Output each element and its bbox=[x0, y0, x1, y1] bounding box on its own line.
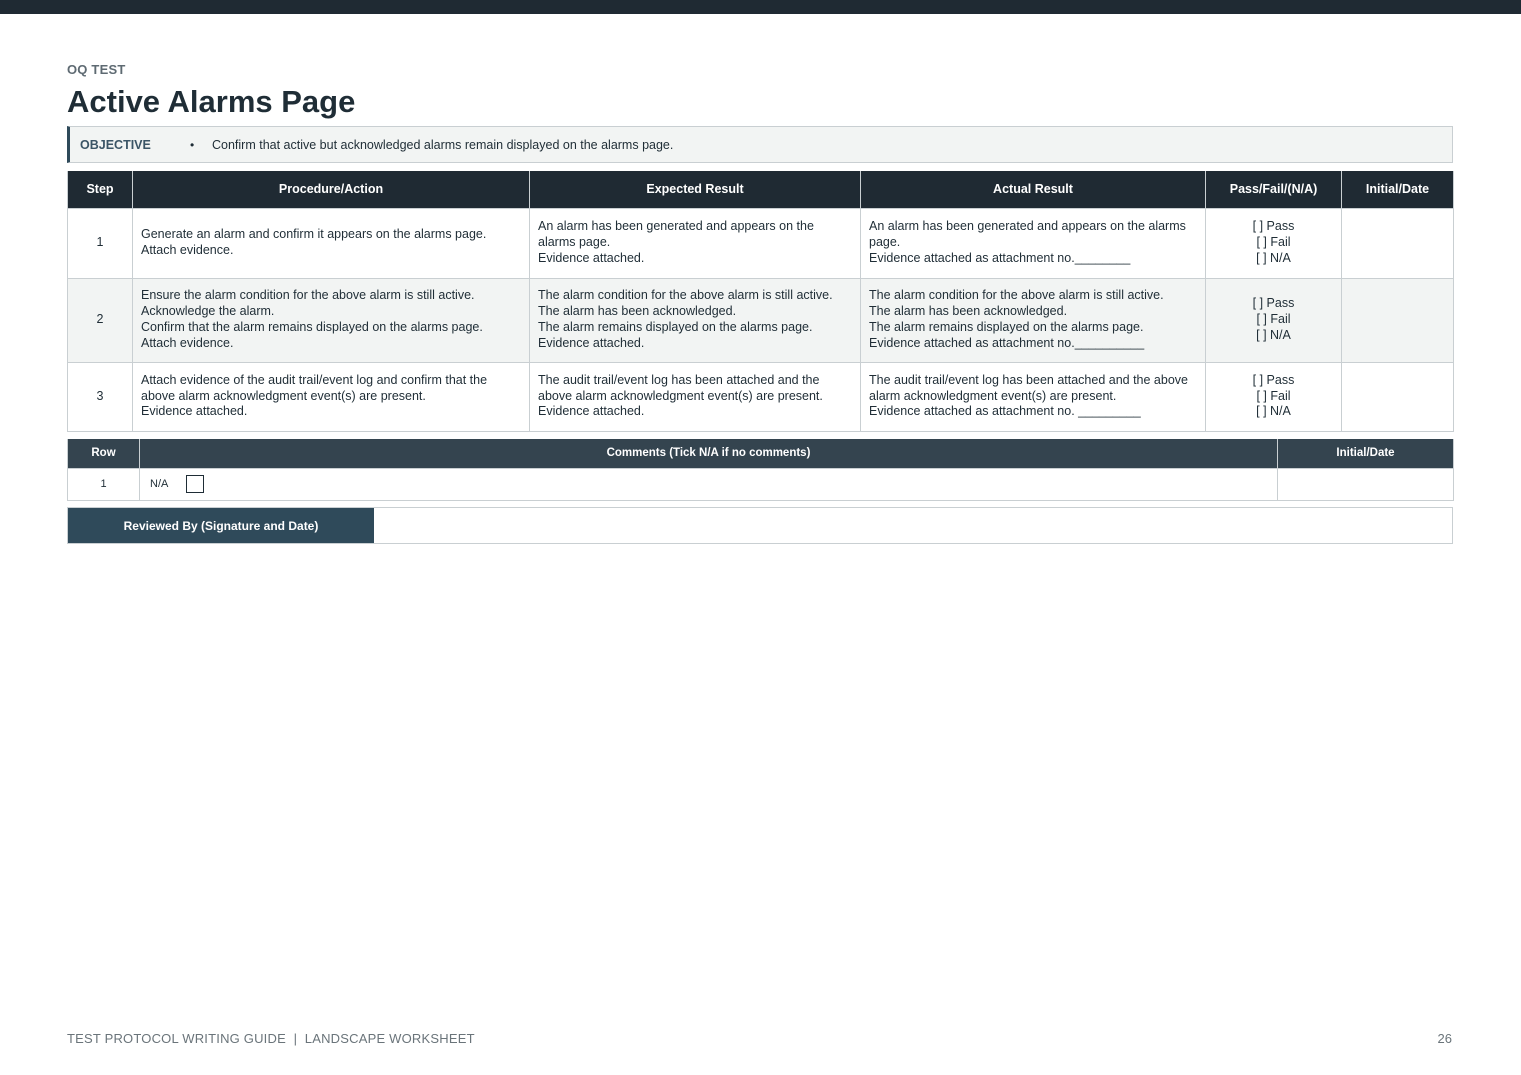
step-number: 1 bbox=[68, 208, 133, 278]
comment-row-number: 1 bbox=[68, 468, 140, 500]
reviewed-by-row bbox=[67, 507, 1453, 544]
na-option[interactable]: [ ] N/A bbox=[1256, 327, 1291, 342]
comments-header-row bbox=[68, 439, 1454, 468]
procedure-line: Ensure the alarm condition for the above alarm is still active. bbox=[141, 288, 475, 303]
step-number: 3 bbox=[68, 362, 133, 431]
procedure-line: Attach evidence. bbox=[141, 335, 234, 350]
actual-line: The alarm condition for the above alarm is still active. bbox=[869, 288, 1164, 303]
step-row bbox=[68, 362, 1454, 431]
actual-line: Evidence attached as attachment no. _________ bbox=[869, 404, 1141, 419]
comment-initial-date-cell[interactable] bbox=[1278, 468, 1454, 500]
pass-option[interactable]: [ ] Pass bbox=[1252, 296, 1295, 311]
page-title: Active Alarms Page bbox=[67, 84, 356, 119]
header-actual: Actual Result bbox=[861, 171, 1206, 208]
actual-line: The alarm has been acknowledged. bbox=[869, 304, 1068, 319]
na-checkbox[interactable] bbox=[186, 475, 204, 493]
comment-cell[interactable] bbox=[140, 468, 1278, 500]
top-banner bbox=[0, 0, 1521, 14]
procedure-line: Generate an alarm and confirm it appears on the alarms page. bbox=[141, 227, 487, 242]
step-row bbox=[68, 208, 1454, 278]
na-option[interactable]: [ ] N/A bbox=[1256, 404, 1291, 419]
actual-line: Evidence attached as attachment no.________ bbox=[869, 250, 1131, 265]
objective-text: Confirm that active but acknowledged alarms remain displayed on the alarms page. bbox=[212, 137, 674, 152]
initial-date-cell[interactable] bbox=[1342, 208, 1454, 278]
actual-line: alarm acknowledgment event(s) are present. bbox=[869, 388, 1117, 403]
step-number: 2 bbox=[68, 278, 133, 362]
procedure-line: Attach evidence. bbox=[141, 243, 234, 257]
objective-bullet: • bbox=[190, 137, 195, 152]
section-eyebrow: OQ TEST bbox=[67, 62, 126, 77]
step-row bbox=[68, 278, 1454, 362]
na-option[interactable]: [ ] N/A bbox=[1256, 250, 1291, 265]
pass-option[interactable]: [ ] Pass bbox=[1252, 219, 1295, 234]
procedure-line: Confirm that the alarm remains displayed on the alarms page. bbox=[141, 320, 483, 334]
procedure-line: above alarm acknowledgment event(s) are present. bbox=[141, 388, 426, 403]
expected-line: The alarm has been acknowledged. bbox=[538, 304, 737, 319]
pass-fail-cell[interactable] bbox=[1206, 362, 1342, 431]
expected-line: An alarm has been generated and appears on the bbox=[538, 219, 814, 234]
expected-line: The alarm condition for the above alarm is still active. bbox=[538, 288, 833, 303]
header-pass-fail: Pass/Fail/(N/A) bbox=[1206, 171, 1342, 208]
actual-line: Evidence attached as attachment no.__________ bbox=[869, 335, 1145, 350]
fail-option[interactable]: [ ] Fail bbox=[1256, 388, 1291, 403]
header-initial-date: Initial/Date bbox=[1342, 171, 1454, 208]
expected-line: Evidence attached. bbox=[538, 250, 645, 265]
header-comments: Comments (Tick N/A if no comments) bbox=[140, 439, 1278, 468]
expected-cell bbox=[530, 362, 861, 431]
expected-cell bbox=[530, 208, 861, 278]
comments-table bbox=[67, 439, 1454, 501]
pass-option[interactable]: [ ] Pass bbox=[1252, 372, 1295, 387]
procedure-cell bbox=[133, 208, 530, 278]
expected-line: The alarm remains displayed on the alarms page. bbox=[538, 320, 813, 334]
comment-row bbox=[68, 468, 1454, 500]
steps-table bbox=[67, 171, 1454, 432]
reviewed-by-field[interactable] bbox=[374, 508, 1452, 543]
expected-line: Evidence attached. bbox=[538, 335, 645, 350]
header-procedure: Procedure/Action bbox=[133, 171, 530, 208]
page-number: 26 bbox=[1437, 1031, 1452, 1046]
initial-date-cell[interactable] bbox=[1342, 278, 1454, 362]
actual-line: page. bbox=[869, 235, 901, 250]
actual-line: An alarm has been generated and appears on the alarms bbox=[869, 219, 1186, 234]
header-row: Row bbox=[68, 439, 140, 468]
initial-date-cell[interactable] bbox=[1342, 362, 1454, 431]
procedure-line: Evidence attached. bbox=[141, 404, 248, 419]
actual-cell[interactable] bbox=[861, 278, 1206, 362]
expected-line: The audit trail/event log has been attached and the bbox=[538, 372, 820, 387]
header-initial-date: Initial/Date bbox=[1278, 439, 1454, 468]
expected-line: alarms page. bbox=[538, 235, 611, 250]
procedure-line: Attach evidence of the audit trail/event log and confirm that the bbox=[141, 372, 488, 387]
expected-line: above alarm acknowledgment event(s) are present. bbox=[538, 388, 823, 403]
pass-fail-cell[interactable] bbox=[1206, 208, 1342, 278]
objective-label: OBJECTIVE bbox=[80, 137, 151, 152]
fail-option[interactable]: [ ] Fail bbox=[1256, 235, 1291, 250]
procedure-cell bbox=[133, 362, 530, 431]
pass-fail-cell[interactable] bbox=[1206, 278, 1342, 362]
actual-line: The audit trail/event log has been attached and the above bbox=[869, 372, 1188, 387]
na-label: N/A bbox=[150, 478, 169, 490]
header-step: Step bbox=[68, 171, 133, 208]
fail-option[interactable]: [ ] Fail bbox=[1256, 312, 1291, 327]
actual-line: The alarm remains displayed on the alarms page. bbox=[869, 320, 1144, 334]
procedure-line: Acknowledge the alarm. bbox=[141, 304, 275, 319]
steps-header-row bbox=[68, 171, 1454, 208]
expected-line: Evidence attached. bbox=[538, 404, 645, 419]
expected-cell bbox=[530, 278, 861, 362]
procedure-cell bbox=[133, 278, 530, 362]
actual-cell[interactable] bbox=[861, 362, 1206, 431]
header-expected: Expected Result bbox=[530, 171, 861, 208]
reviewed-by-label: Reviewed By (Signature and Date) bbox=[68, 508, 374, 543]
footer-title: TEST PROTOCOL WRITING GUIDE | LANDSCAPE WORKSHEET bbox=[67, 1031, 475, 1046]
actual-cell[interactable] bbox=[861, 208, 1206, 278]
objective-box bbox=[67, 126, 1453, 163]
